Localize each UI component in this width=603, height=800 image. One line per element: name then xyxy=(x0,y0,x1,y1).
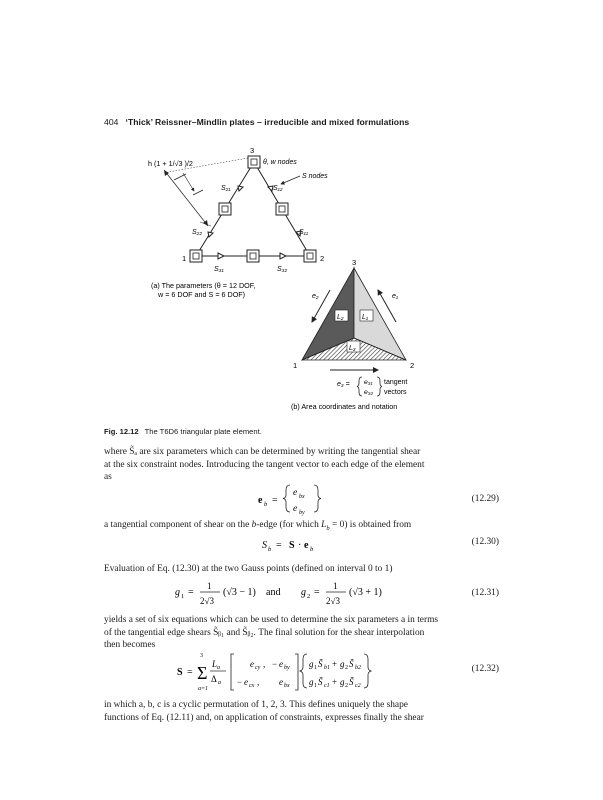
area-label-L2: L₂ xyxy=(337,314,344,321)
svg-text:+: + xyxy=(332,659,338,669)
svg-text:bx: bx xyxy=(299,494,305,500)
svg-text:1: 1 xyxy=(314,665,317,671)
svg-text:(√3 + 1): (√3 + 1) xyxy=(349,587,382,598)
edge-label-e2: e₂ xyxy=(312,293,319,300)
svg-text:S: S xyxy=(262,540,267,551)
eq-number-12-31: (12.31) xyxy=(471,588,499,598)
svg-text:Δ: Δ xyxy=(211,674,217,684)
theta-w-node-13 xyxy=(219,203,231,215)
theta-w-nodes-label: θ, w nodes xyxy=(263,159,297,166)
svg-text:1: 1 xyxy=(314,683,317,689)
e32-entry: e₃₂ xyxy=(364,389,374,396)
svg-text:=: = xyxy=(272,495,278,506)
s32-label: S₃₂ xyxy=(277,266,288,273)
svg-text:1: 1 xyxy=(181,593,185,600)
e31-entry: e₃₁ xyxy=(364,379,373,386)
s-node-32 xyxy=(280,253,286,259)
paragraph-1 xyxy=(104,446,499,484)
svg-text:S̃: S̃ xyxy=(318,677,323,687)
svg-text:+: + xyxy=(332,677,338,687)
theta-w-node-1 xyxy=(190,250,202,262)
equation-12-29 xyxy=(0,480,603,516)
theta-w-node-23 xyxy=(276,203,288,215)
svg-text:2: 2 xyxy=(345,683,348,689)
svg-text:Σ: Σ xyxy=(197,663,208,683)
panel-b-caption: (b) Area coordinates and notation xyxy=(291,402,398,411)
svg-text:g: g xyxy=(340,677,345,687)
p2-part-a: a tangential component of shear on the xyxy=(104,520,252,530)
svg-text:by: by xyxy=(284,665,290,671)
s-node-22 xyxy=(208,232,213,237)
svg-text:S̃: S̃ xyxy=(349,677,354,687)
svg-text:−: − xyxy=(272,659,278,669)
s31-label: S₃₁ xyxy=(214,266,224,273)
svg-text:g: g xyxy=(175,587,180,598)
svg-text:S: S xyxy=(289,540,295,551)
svg-text:e: e xyxy=(293,504,298,514)
svg-text:=: = xyxy=(188,587,194,598)
panel-a-caption-line2: w = 6 DOF and S = 6 DOF) xyxy=(158,290,246,299)
svg-text:g: g xyxy=(309,677,314,687)
svg-text:g: g xyxy=(309,659,314,669)
svg-text:−: − xyxy=(237,677,243,687)
svg-text:e: e xyxy=(279,659,283,669)
panel-a-element-diagram xyxy=(148,146,328,299)
paragraph-2: a tangential component of shear on the b-edge (for which $L_b = 0$) is obtained from xyxy=(104,520,412,532)
s22-label: S₂₂ xyxy=(192,229,203,236)
tangent-label: tangent xyxy=(384,379,408,386)
s-nodes-leader xyxy=(281,176,300,184)
vertex-label-2: 2 xyxy=(410,361,415,370)
p1-line2: at the six constraint nodes. Introducing the tangent vector to each edge of the element xyxy=(104,459,425,470)
svg-text:,: , xyxy=(257,677,260,687)
svg-text:b1: b1 xyxy=(324,665,330,671)
svg-text:a: a xyxy=(217,665,220,671)
svg-text:e: e xyxy=(293,488,298,498)
svg-text:by: by xyxy=(299,510,305,516)
s-node-31 xyxy=(218,253,224,259)
svg-text:2: 2 xyxy=(345,665,348,671)
theta-w-node-3 xyxy=(248,156,260,168)
svg-text:a: a xyxy=(218,680,221,686)
theta-w-node-2 xyxy=(304,250,316,262)
p5-line1: in which a, b, c is a cyclic permutation of 1, 2, 3. This defines uniquely the shape xyxy=(104,700,408,710)
svg-text:b: b xyxy=(268,546,272,553)
p4-line1: yields a set of six equations which can be used to determine the six parameters a in terms xyxy=(104,615,439,625)
svg-text:=: = xyxy=(187,667,193,678)
paragraph-4 xyxy=(104,614,499,652)
p1-line1: where S̃ₐ are six parameters which can be determined by writing the tangential shear xyxy=(104,447,421,457)
svg-text:g: g xyxy=(340,659,345,669)
svg-text:=: = xyxy=(314,587,320,598)
svg-text:1: 1 xyxy=(333,581,338,591)
svg-text:1: 1 xyxy=(207,581,212,591)
area-label-L3: L₃ xyxy=(349,345,356,352)
figure-caption xyxy=(104,427,262,436)
eq-number-12-29: (12.29) xyxy=(471,494,499,504)
eq-number-12-32: (12.32) xyxy=(471,664,499,674)
svg-text:e: e xyxy=(304,540,309,551)
s-nodes-label: S nodes xyxy=(302,173,328,180)
vertex-label-3: 3 xyxy=(352,258,357,267)
equation-12-30 xyxy=(0,535,603,553)
svg-text:S: S xyxy=(177,667,183,678)
panel-b-area-coordinates xyxy=(291,258,414,411)
node-label-3: 3 xyxy=(250,146,255,155)
figure-label: Fig. 12.12 xyxy=(104,427,139,436)
svg-text:c1: c1 xyxy=(324,683,330,689)
svg-text:(√3 − 1): (√3 − 1) xyxy=(223,587,256,598)
area-label-L1: L₁ xyxy=(362,314,369,321)
and-word: and xyxy=(266,587,281,598)
svg-text:·: · xyxy=(298,540,302,551)
equation-12-31 xyxy=(0,577,603,609)
panel-a-caption-line1: (a) The parameters (θ = 12 DOF, xyxy=(151,281,256,290)
page-number: 404 xyxy=(104,117,119,127)
e3-definition-label: e₃ = xyxy=(337,381,350,388)
svg-text:e: e xyxy=(258,495,263,506)
s11-label: S₁₁ xyxy=(299,229,309,236)
svg-text:g: g xyxy=(301,587,306,598)
svg-text:b: b xyxy=(264,501,268,508)
p4-line3: then becomes xyxy=(104,640,156,651)
svg-text:e: e xyxy=(244,677,248,687)
p2-part-c: ) is obtained from xyxy=(344,520,412,530)
svg-text:S̃: S̃ xyxy=(318,659,323,669)
vectors-label: vectors xyxy=(384,389,407,396)
s12-label: S₁₂ xyxy=(273,185,283,192)
svg-text:a=1: a=1 xyxy=(198,686,209,692)
svg-text:bx: bx xyxy=(284,683,290,689)
s21-label: S₂₁ xyxy=(221,185,231,192)
node-label-1: 1 xyxy=(182,254,187,263)
vertex-label-1: 1 xyxy=(293,361,298,370)
p2-part-b: -edge (for which xyxy=(256,520,322,530)
svg-text:S̃: S̃ xyxy=(349,659,354,669)
svg-text:c2: c2 xyxy=(355,683,361,689)
p1-line3: as xyxy=(104,472,112,483)
svg-text:b: b xyxy=(310,546,314,553)
s-node-21 xyxy=(238,186,243,191)
svg-text:3: 3 xyxy=(200,653,203,659)
running-title: ‘Thick’ Reissner–Mindlin plates – irreducible and mixed formulations xyxy=(125,117,410,127)
svg-text:=: = xyxy=(276,540,282,551)
figure-caption-text: The T6D6 triangular plate element. xyxy=(144,427,262,436)
svg-text:L: L xyxy=(212,659,218,669)
svg-text:cx: cx xyxy=(249,683,255,689)
p4-line2: of the tangential edge shears S̃ᵦ₁ and S̃ᵦ₂. The final solution for the shear interpolation xyxy=(104,627,425,638)
dimension-label: h (1 + 1/√3 )/2 xyxy=(148,159,193,168)
svg-text:b2: b2 xyxy=(355,665,361,671)
svg-text:2√3: 2√3 xyxy=(200,596,214,606)
p5-line2: functions of Eq. (12.11) and, on application of constraints, expresses finally the shear xyxy=(104,712,424,723)
svg-text:e: e xyxy=(279,677,283,687)
eq-number-12-30: (12.30) xyxy=(471,537,499,547)
svg-text:2: 2 xyxy=(307,593,311,600)
node-label-2: 2 xyxy=(320,254,325,263)
paragraph-3: Evaluation of Eq. (12.30) at the two Gauss points (defined on interval 0 to 1) xyxy=(104,564,393,574)
paragraph-5 xyxy=(104,699,499,724)
equation-12-32 xyxy=(0,648,603,696)
svg-text:,: , xyxy=(263,659,266,669)
svg-text:cy: cy xyxy=(255,665,261,671)
svg-text:2√3: 2√3 xyxy=(326,596,340,606)
svg-text:e: e xyxy=(250,659,254,669)
theta-w-node-12 xyxy=(247,250,259,262)
edge-label-e1: e₁ xyxy=(392,293,399,300)
